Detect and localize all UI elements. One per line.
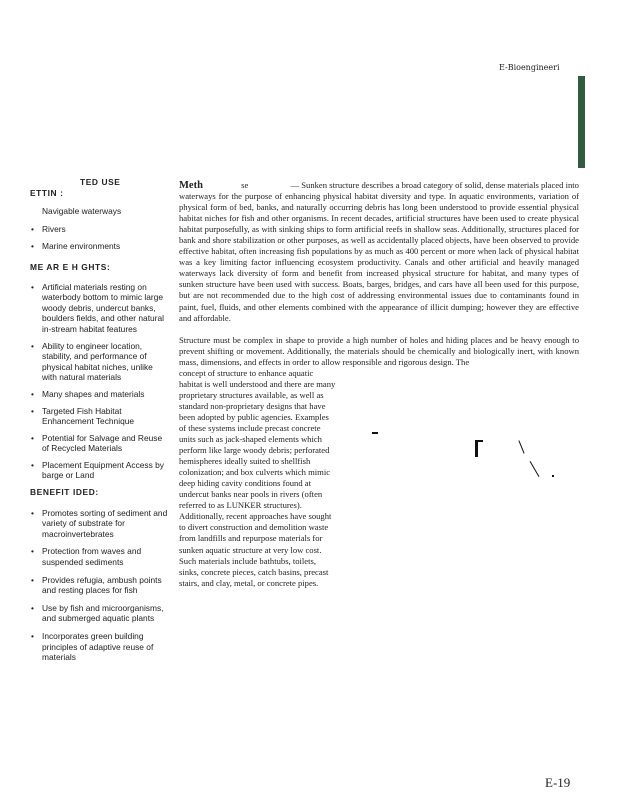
list-item: • Placement Equipment Access by barge or Land [31,459,164,481]
paragraph: Structure must be complex in shape to provide a high number of holes and hiding places and be heavy enough to prevent shifting or movement. Additionally, the materials should be chemically and biologically inert, with known mass, dimensions, and effects in order to allow responsible and rigorous design. The [179,334,579,367]
running-header: E-Bioengineeri [499,63,560,72]
settings-heading-line2: ETTIN : [30,187,64,198]
section-color-tab [578,76,585,168]
paragraph [179,180,579,324]
paragraph: concept of structure to enhance aquatic habitat is well understood and there are many proprietary structures available, as well as standard non-proprietary designs that have been adopted by public agencies. Examples of these systems include precast concrete units such as jack-shaped elements which perform like large woody debris; perforated hemispheres ideally suited to shellfish colonization; and box culverts which mimic deep hiding cavity conditions found at undercut banks near pools in rivers (often referred to as LUNKER structures). Additionally, recent approaches have sought to divert construction and demolition waste from landfills and repurpose materials for sunken aquatic structure at very low cost. Such materials include bathtubs, toilets, sinks, concrete pieces, catch basins, precast stairs, and clay, metal, or concrete pipes. [179,367,336,588]
list-item: • Promotes sorting of sediment and variety of substrate for macroinvertebrates [31,507,168,539]
strengths-heading: ME AR E H GHTS: [30,261,111,272]
method-heading-rest: se [241,180,249,190]
list-item: • Potential for Salvage and Reuse of Recycled Materials [31,432,163,454]
list-item: • Use by fish and microorganisms, and submerged aquatic plants [31,602,164,624]
benefits-list [30,508,170,663]
list-item: • Ability to engineer location, stability, and performance of physical habitat niches, unlike with natural materials [31,340,153,383]
list-item: • Provides refugia, ambush points and resting places for fish [31,574,162,596]
list-item: • Rivers [31,223,66,234]
list-item: • Targeted Fish Habitat Enhancement Technique [31,405,135,427]
list-item: • Incorporates green building principles of adaptive reuse of materials [31,631,154,663]
strengths-list [30,282,170,482]
figure-fragment [345,430,560,490]
method-heading: Meth [179,180,203,191]
list-item: • Many shapes and materials [31,388,145,399]
paragraph-text: — Sunken structure describes a broad category of solid, dense materials placed into waterways for the purpose of enhancing physical habitat diversity and type. In aquatic environments, variation of physical form of bed, banks, and naturally occurring debris has long been understood to provide essential physical habitat niches for fish and other organisms. In recent decades, artificial structures have been used to create physical habitat purposefully, as with sinking ships to form artificial reefs in shallow seas. Additionally, structures placed for bank and shore stabilization or other purposes, as well as accidentally placed objects, have been observed to provide effective habitat, often increasing fish populations by as much as 400 percent or more when lack of physical habitat was a key limiting factor influencing ecosystem productivity. Canals and other artificial and heavily managed waterways lack diversity of form and benefit from increased physical structure for habitat, and many types of sunken structure have been used with success. Boats, barges, bridges, and cars have all been used for this purpose, but are not recommended due to the high cost of addressing environmental issues due to contaminants found in paint, fuel, fluids, and other elements combined with the appearance of illicit dumping; however they are effective and affordable. [179,180,579,323]
benefits-heading: BENEFIT IDED: [30,487,99,498]
list-item: Navigable waterways [42,206,122,217]
sidebar [30,177,170,663]
list-item: • Marine environments [31,241,121,252]
settings-list [30,206,170,252]
list-item: • Protection from waves and suspended sediments [31,546,142,568]
settings-heading: TED USE [80,177,121,187]
main-text [179,180,579,589]
page-number: E-19 [545,775,571,790]
list-item: • Artificial materials resting on waterbody bottom to mimic large woody debris, undercut banks, boulders fields, and other natural in-stream habitat features [31,281,164,334]
